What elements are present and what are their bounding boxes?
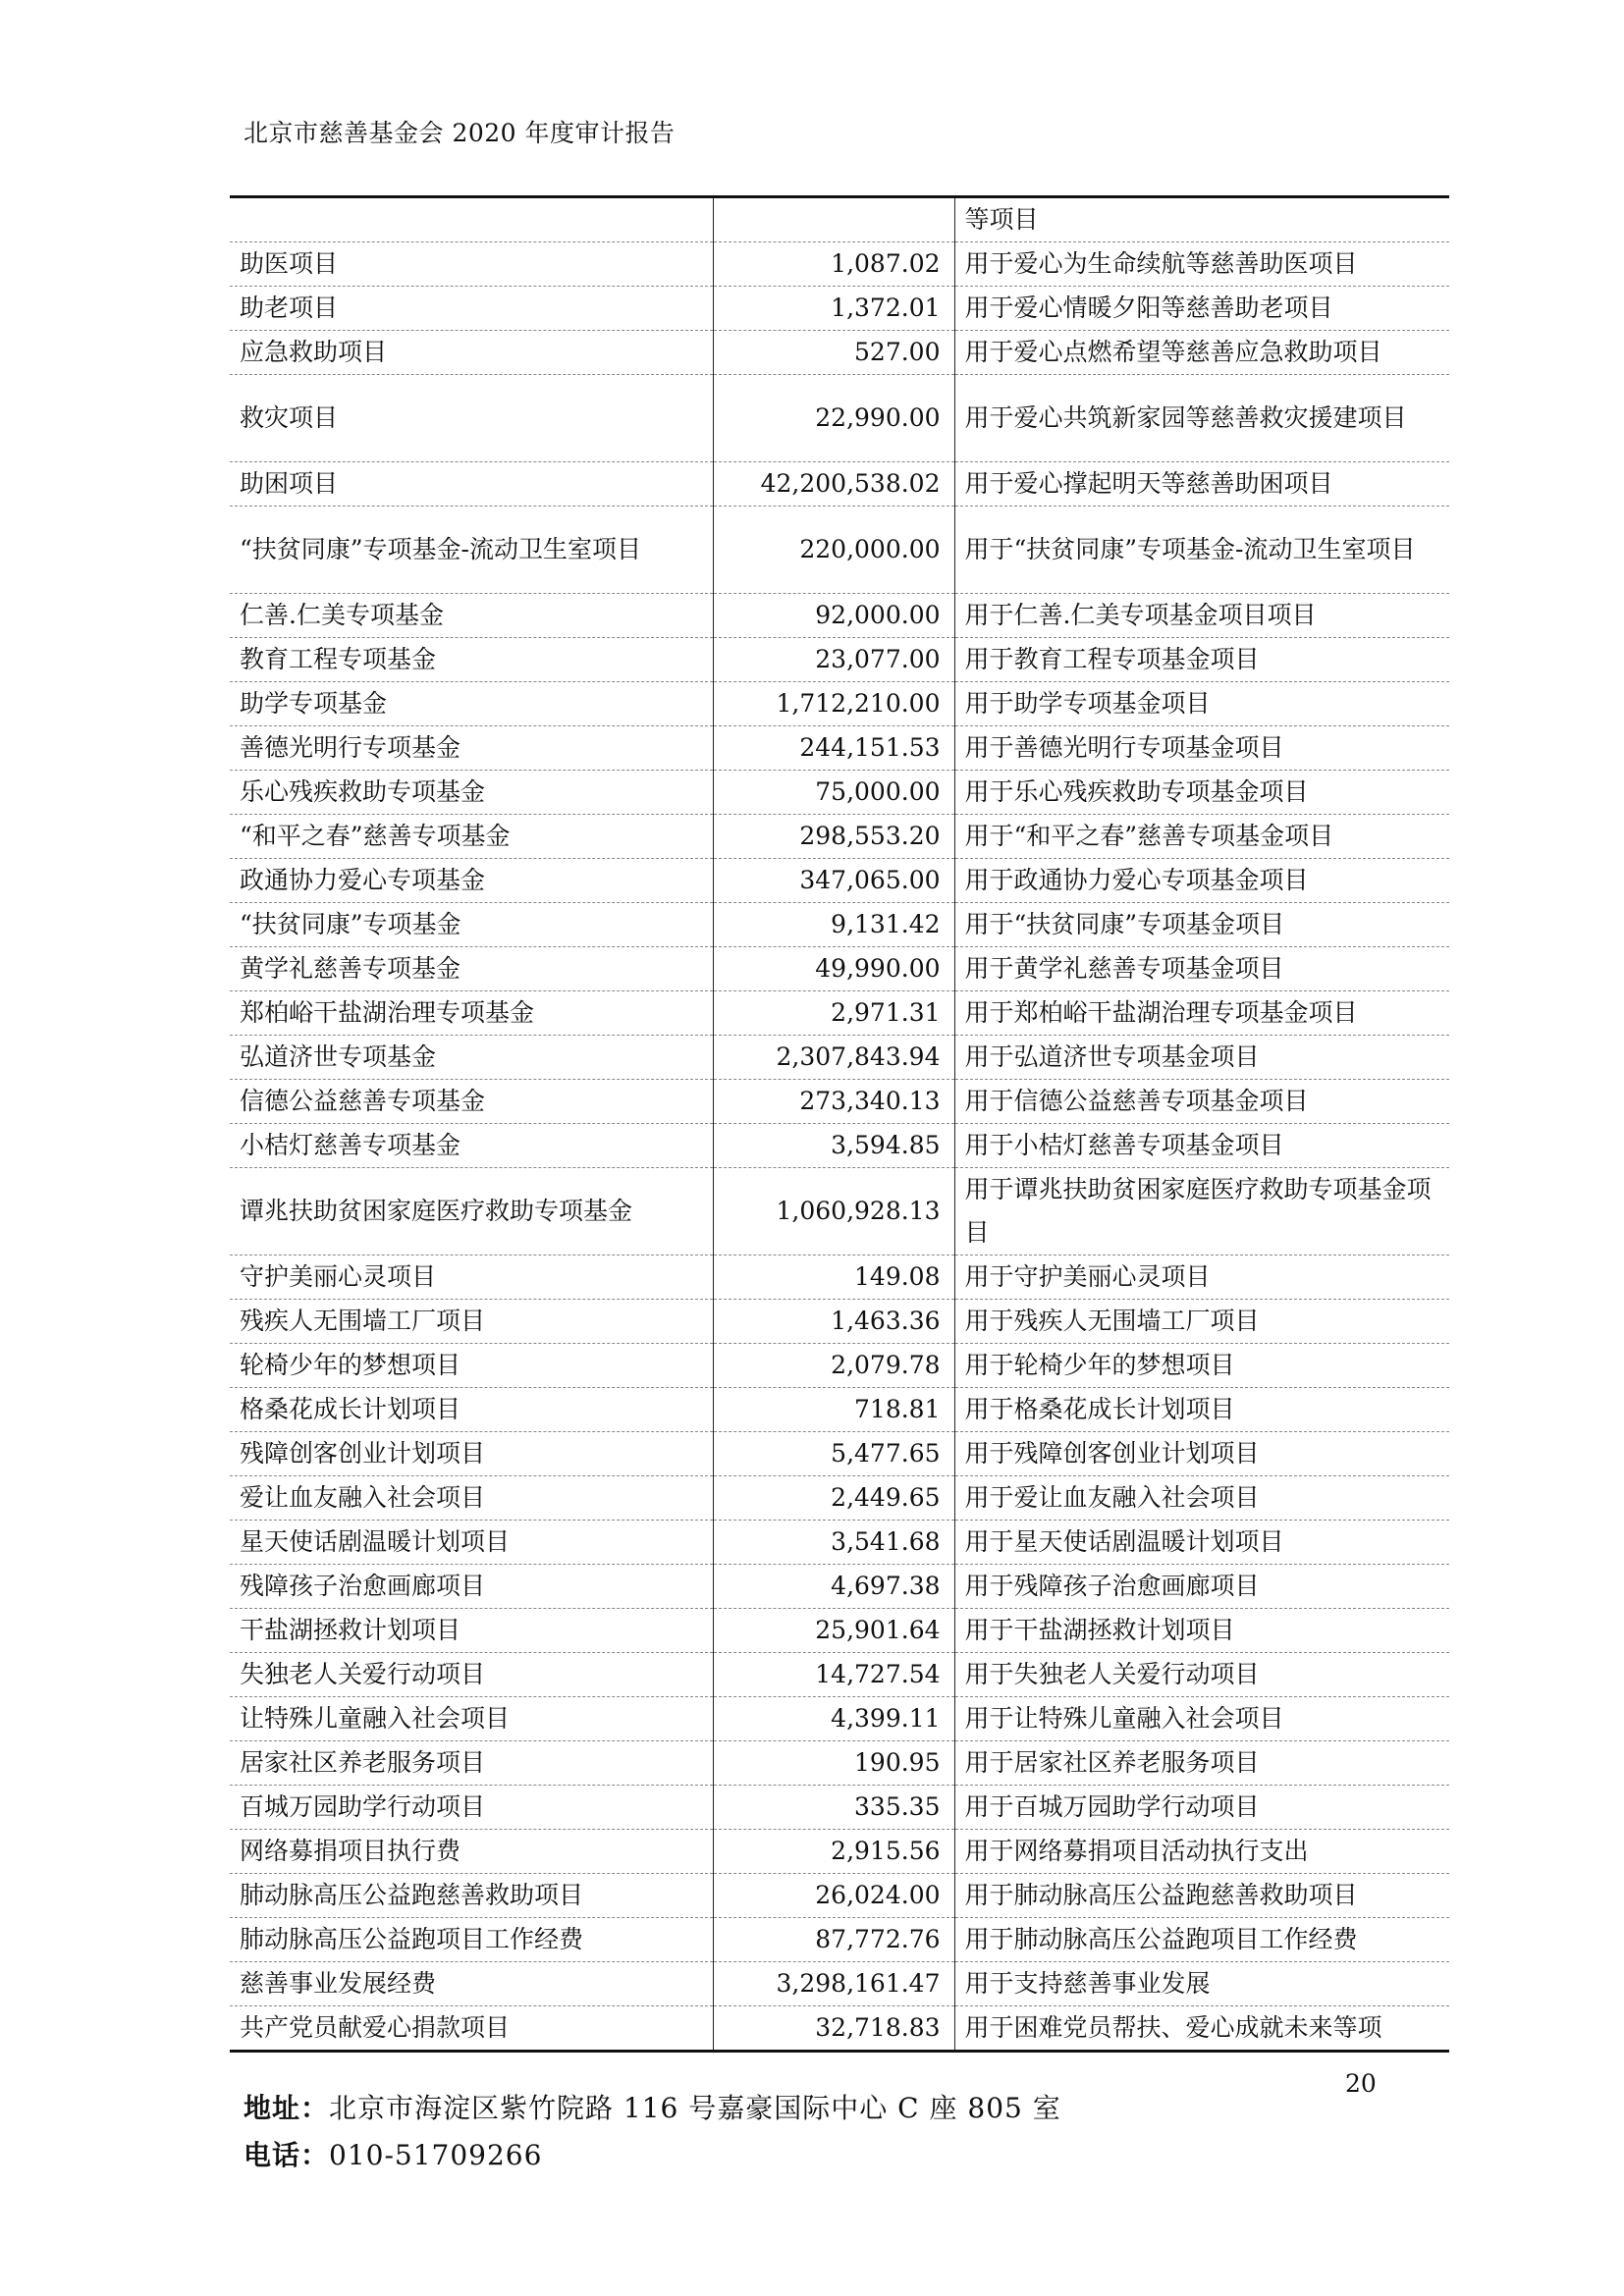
table-row	[230, 726, 1449, 771]
description-cell: 用于肺动脉高压公益跑项目工作经费	[954, 1918, 1449, 1962]
amount-cell: 4,399.11	[713, 1697, 954, 1741]
description-cell: 用于格桑花成长计划项目	[954, 1388, 1449, 1432]
description-cell: 用于郑柏峪干盐湖治理专项基金项目	[954, 991, 1449, 1036]
table-row	[230, 859, 1449, 903]
table-row	[230, 682, 1449, 726]
table-row	[230, 287, 1449, 331]
description-cell: 用于干盐湖拯救计划项目	[954, 1609, 1449, 1653]
description-cell: 用于“和平之春”慈善专项基金项目	[954, 815, 1449, 859]
table-body	[230, 198, 1449, 2050]
description-cell: 用于支持慈善事业发展	[954, 1962, 1449, 2006]
item-name-cell: 爱让血友融入社会项目	[230, 1476, 713, 1521]
amount-cell: 527.00	[713, 331, 954, 375]
description-cell: 用于黄学礼慈善专项基金项目	[954, 947, 1449, 991]
amount-cell: 1,463.36	[713, 1300, 954, 1344]
item-name-cell: 残障孩子治愈画廊项目	[230, 1565, 713, 1609]
item-name-cell: 肺动脉高压公益跑慈善救助项目	[230, 1874, 713, 1918]
item-name-cell	[230, 198, 713, 242]
description-cell: 用于居家社区养老服务项目	[954, 1741, 1449, 1786]
item-name-cell: 乐心残疾救助专项基金	[230, 771, 713, 815]
description-cell: 用于爱心情暖夕阳等慈善助老项目	[954, 287, 1449, 331]
table-row	[230, 1609, 1449, 1653]
item-name-cell: 让特殊儿童融入社会项目	[230, 1697, 713, 1741]
table-row	[230, 375, 1449, 462]
item-name-cell: 谭兆扶助贫困家庭医疗救助专项基金	[230, 1168, 713, 1255]
table-row	[230, 991, 1449, 1036]
description-cell: 用于弘道济世专项基金项目	[954, 1036, 1449, 1080]
table-row	[230, 1962, 1449, 2006]
description-cell: 用于星天使话剧温暖计划项目	[954, 1521, 1449, 1565]
description-cell: 用于守护美丽心灵项目	[954, 1255, 1449, 1300]
table-row	[230, 594, 1449, 638]
table-row	[230, 462, 1449, 507]
description-cell: 用于爱心共筑新家园等慈善救灾援建项目	[954, 375, 1449, 462]
item-name-cell: 助学专项基金	[230, 682, 713, 726]
description-cell: 等项目	[954, 198, 1449, 242]
table-row	[230, 1741, 1449, 1786]
amount-cell: 2,079.78	[713, 1344, 954, 1388]
footer	[244, 2085, 1061, 2179]
amount-cell: 49,990.00	[713, 947, 954, 991]
table-row	[230, 1521, 1449, 1565]
item-name-cell: 助困项目	[230, 462, 713, 507]
amount-cell: 190.95	[713, 1741, 954, 1786]
table-row	[230, 507, 1449, 594]
description-cell: 用于爱心点燃希望等慈善应急救助项目	[954, 331, 1449, 375]
address-value: 北京市海淀区紫竹院路 116 号嘉豪国际中心 C 座 805 室	[329, 2092, 1061, 2124]
amount-cell: 220,000.00	[713, 507, 954, 594]
table-row	[230, 242, 1449, 287]
description-cell: 用于谭兆扶助贫困家庭医疗救助专项基金项目	[954, 1168, 1449, 1255]
description-cell: 用于仁善.仁美专项基金项目项目	[954, 594, 1449, 638]
table-row	[230, 1168, 1449, 1255]
amount-cell: 2,307,843.94	[713, 1036, 954, 1080]
page-header-title: 北京市慈善基金会 2020 年度审计报告	[244, 119, 676, 147]
phone-value: 010-51709266	[329, 2139, 543, 2171]
table-bottom-rule	[230, 2050, 1449, 2053]
description-cell: 用于残障孩子治愈画廊项目	[954, 1565, 1449, 1609]
item-name-cell: 星天使话剧温暖计划项目	[230, 1521, 713, 1565]
table-row	[230, 815, 1449, 859]
amount-cell: 3,541.68	[713, 1521, 954, 1565]
item-name-cell: 守护美丽心灵项目	[230, 1255, 713, 1300]
item-name-cell: 教育工程专项基金	[230, 638, 713, 682]
item-name-cell: “扶贫同康”专项基金	[230, 903, 713, 947]
table-row	[230, 1874, 1449, 1918]
description-cell: 用于肺动脉高压公益跑慈善救助项目	[954, 1874, 1449, 1918]
item-name-cell: 助医项目	[230, 242, 713, 287]
footer-phone-line	[244, 2132, 1061, 2179]
description-cell: 用于教育工程专项基金项目	[954, 638, 1449, 682]
table-row	[230, 1255, 1449, 1300]
amount-cell	[713, 198, 954, 242]
description-cell: 用于善德光明行专项基金项目	[954, 726, 1449, 771]
table-row	[230, 1432, 1449, 1476]
amount-cell: 718.81	[713, 1388, 954, 1432]
item-name-cell: 信德公益慈善专项基金	[230, 1080, 713, 1124]
page-number: 20	[1345, 2069, 1377, 2098]
description-cell: 用于“扶贫同康”专项基金项目	[954, 903, 1449, 947]
amount-cell: 1,060,928.13	[713, 1168, 954, 1255]
amount-cell: 1,372.01	[713, 287, 954, 331]
table-row	[230, 903, 1449, 947]
item-name-cell: 格桑花成长计划项目	[230, 1388, 713, 1432]
item-name-cell: 居家社区养老服务项目	[230, 1741, 713, 1786]
amount-cell: 14,727.54	[713, 1653, 954, 1697]
amount-cell: 273,340.13	[713, 1080, 954, 1124]
footer-address-line	[244, 2085, 1061, 2132]
amount-cell: 149.08	[713, 1255, 954, 1300]
table-row	[230, 1300, 1449, 1344]
description-cell: 用于失独老人关爱行动项目	[954, 1653, 1449, 1697]
description-cell: 用于小桔灯慈善专项基金项目	[954, 1124, 1449, 1168]
amount-cell: 26,024.00	[713, 1874, 954, 1918]
description-cell: 用于网络募捐项目活动执行支出	[954, 1830, 1449, 1874]
description-cell: 用于百城万园助学行动项目	[954, 1786, 1449, 1830]
item-name-cell: 应急救助项目	[230, 331, 713, 375]
table-row	[230, 1918, 1449, 1962]
amount-cell: 335.35	[713, 1786, 954, 1830]
item-name-cell: 政通协力爱心专项基金	[230, 859, 713, 903]
description-cell: 用于残障创客创业计划项目	[954, 1432, 1449, 1476]
item-name-cell: 郑柏峪干盐湖治理专项基金	[230, 991, 713, 1036]
amount-cell: 75,000.00	[713, 771, 954, 815]
item-name-cell: 善德光明行专项基金	[230, 726, 713, 771]
amount-cell: 244,151.53	[713, 726, 954, 771]
item-name-cell: 救灾项目	[230, 375, 713, 462]
amount-cell: 2,915.56	[713, 1830, 954, 1874]
description-cell: 用于困难党员帮扶、爱心成就未来等项	[964, 2013, 1382, 2042]
amount-cell: 9,131.42	[713, 903, 954, 947]
item-name-cell: 失独老人关爱行动项目	[230, 1653, 713, 1697]
table-row	[230, 1080, 1449, 1124]
item-name-cell: 百城万园助学行动项目	[230, 1786, 713, 1830]
description-cell: 用于爱心撑起明天等慈善助困项目	[954, 462, 1449, 507]
item-name-cell: 干盐湖拯救计划项目	[230, 1609, 713, 1653]
item-name-cell: 残障创客创业计划项目	[230, 1432, 713, 1476]
table-row	[230, 771, 1449, 815]
expense-table	[230, 195, 1449, 2053]
item-name-cell: 慈善事业发展经费	[230, 1962, 713, 2006]
amount-cell: 1,087.02	[713, 242, 954, 287]
item-name-cell: 残疾人无围墙工厂项目	[230, 1300, 713, 1344]
item-name-cell: 黄学礼慈善专项基金	[230, 947, 713, 991]
table-row	[230, 1476, 1449, 1521]
amount-cell: 5,477.65	[713, 1432, 954, 1476]
description-cell: 用于让特殊儿童融入社会项目	[954, 1697, 1449, 1741]
table-row	[230, 198, 1449, 242]
table-row	[230, 1653, 1449, 1697]
table-row	[230, 638, 1449, 682]
table-row	[230, 331, 1449, 375]
amount-cell: 347,065.00	[713, 859, 954, 903]
phone-label: 电话：	[244, 2139, 330, 2171]
description-cell: 用于助学专项基金项目	[954, 682, 1449, 726]
table-row	[230, 1388, 1449, 1432]
amount-cell: 25,901.64	[713, 1609, 954, 1653]
description-cell: 用于爱心为生命续航等慈善助医项目	[954, 242, 1449, 287]
item-name-cell: 助老项目	[230, 287, 713, 331]
item-name-cell: 共产党员献爱心捐款项目	[230, 2006, 713, 2051]
amount-cell: 1,712,210.00	[713, 682, 954, 726]
item-name-cell: “和平之春”慈善专项基金	[230, 815, 713, 859]
table-row	[230, 1830, 1449, 1874]
amount-cell: 92,000.00	[713, 594, 954, 638]
table-row	[230, 1697, 1449, 1741]
item-name-cell: 轮椅少年的梦想项目	[230, 1344, 713, 1388]
description-cell: 用于爱让血友融入社会项目	[954, 1476, 1449, 1521]
item-name-cell: “扶贫同康”专项基金-流动卫生室项目	[230, 507, 713, 594]
amount-cell: 3,298,161.47	[713, 1962, 954, 2006]
address-label: 地址：	[244, 2092, 330, 2124]
description-cell: 用于“扶贫同康”专项基金-流动卫生室项目	[954, 507, 1449, 594]
description-cell: 用于信德公益慈善专项基金项目	[954, 1080, 1449, 1124]
table-row	[230, 1344, 1449, 1388]
description-cell: 用于残疾人无围墙工厂项目	[954, 1300, 1449, 1344]
table-row	[230, 1124, 1449, 1168]
amount-cell: 298,553.20	[713, 815, 954, 859]
item-name-cell: 弘道济世专项基金	[230, 1036, 713, 1080]
amount-cell: 2,449.65	[713, 1476, 954, 1521]
table-row	[230, 2006, 1449, 2051]
amount-cell: 3,594.85	[713, 1124, 954, 1168]
amount-cell: 2,971.31	[713, 991, 954, 1036]
expense-table-grid	[230, 198, 1449, 2050]
amount-cell: 32,718.83	[713, 2006, 954, 2051]
table-row	[230, 1565, 1449, 1609]
description-cell: 用于轮椅少年的梦想项目	[954, 1344, 1449, 1388]
item-name-cell: 小桔灯慈善专项基金	[230, 1124, 713, 1168]
item-name-cell: 网络募捐项目执行费	[230, 1830, 713, 1874]
table-row	[230, 1036, 1449, 1080]
item-name-cell: 仁善.仁美专项基金	[230, 594, 713, 638]
amount-cell: 4,697.38	[713, 1565, 954, 1609]
description-cell: 用于乐心残疾救助专项基金项目	[954, 771, 1449, 815]
amount-cell: 22,990.00	[713, 375, 954, 462]
amount-cell: 87,772.76	[713, 1918, 954, 1962]
item-name-cell: 肺动脉高压公益跑项目工作经费	[230, 1918, 713, 1962]
amount-cell: 23,077.00	[713, 638, 954, 682]
amount-cell: 42,200,538.02	[713, 462, 954, 507]
description-cell: 用于政通协力爱心专项基金项目	[954, 859, 1449, 903]
table-row	[230, 947, 1449, 991]
table-row	[230, 1786, 1449, 1830]
